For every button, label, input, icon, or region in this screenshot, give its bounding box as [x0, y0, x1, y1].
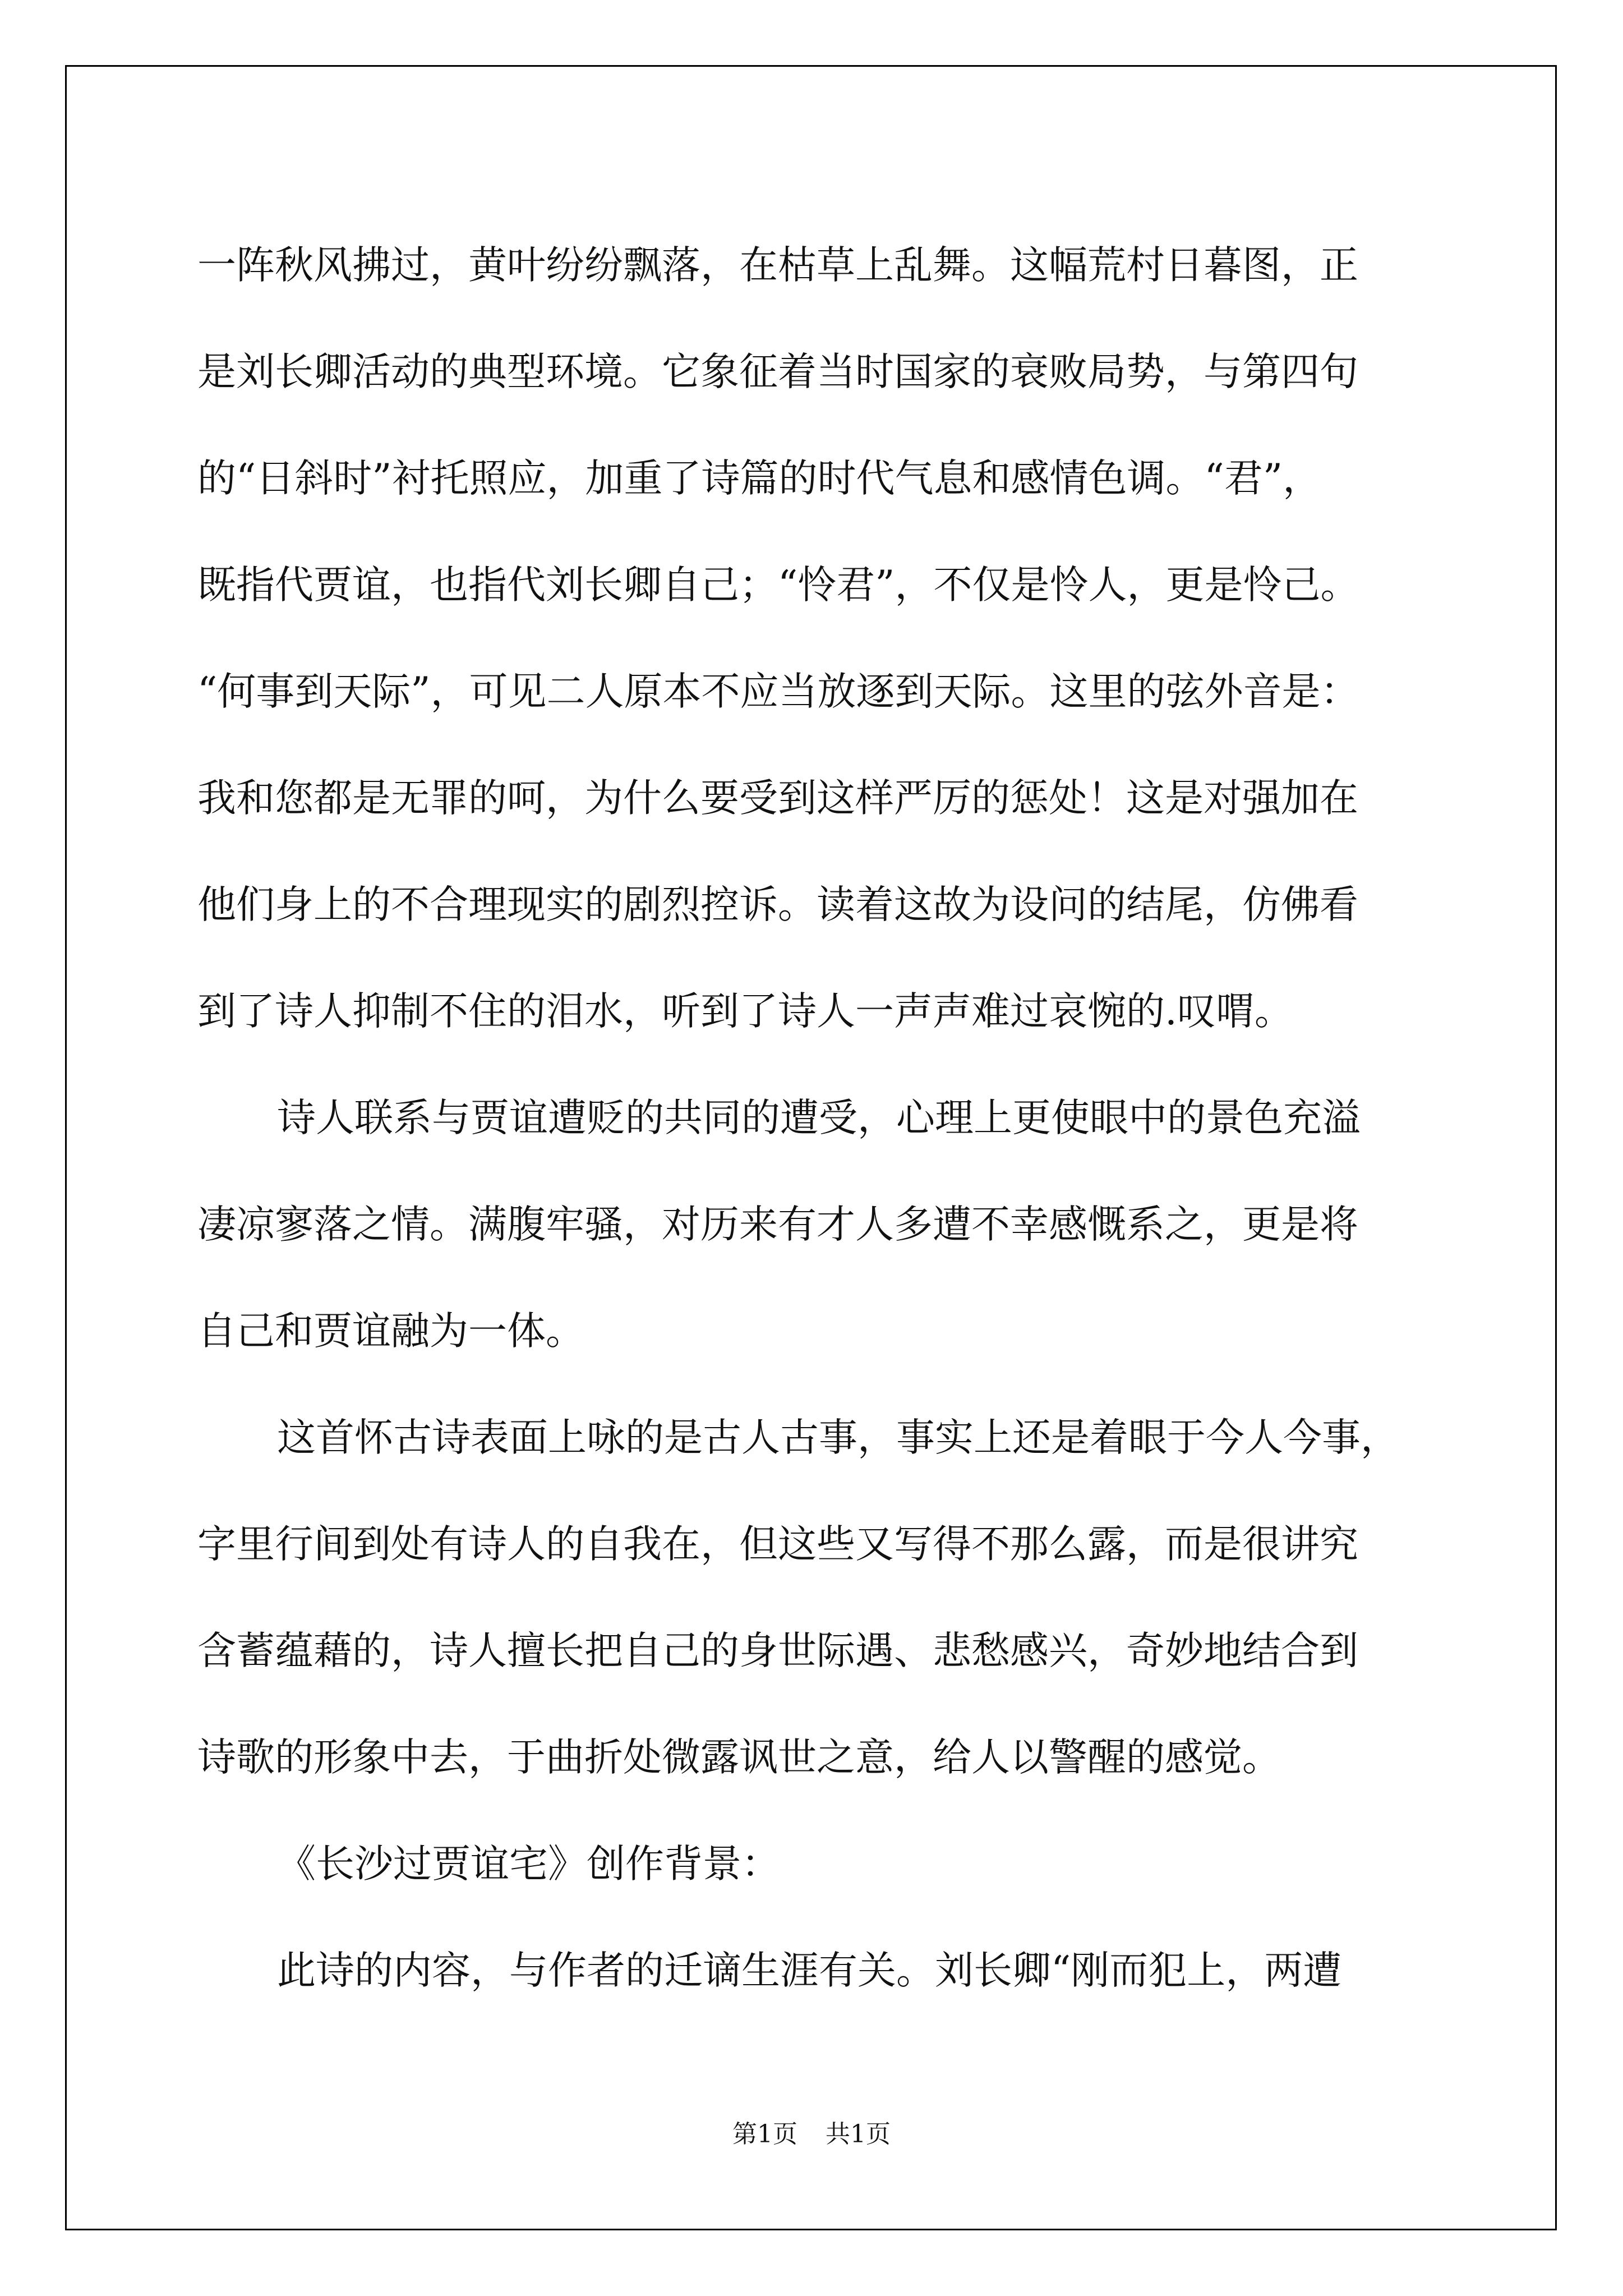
text-line: 的“日斜时”衬托照应，加重了诗篇的时代气息和感情色调。“君”，	[197, 456, 1322, 501]
text-line: 诗歌的形象中去，于曲折处微露讽世之意，给人以警醒的感觉。	[197, 1735, 1281, 1780]
text-line: 字里行间到处有诗人的自我在，但这些又写得不那么露，而是很讲究	[197, 1522, 1358, 1567]
page-footer	[0, 2114, 1623, 2150]
text-line: 我和您都是无罪的呵，为什么要受到这样严厉的惩处！这是对强加在	[197, 776, 1358, 821]
text-line: 是刘长卿活动的典型环境。它象征着当时国家的衰败局势，与第四句	[197, 349, 1358, 394]
section-heading: 《长沙过贾谊宅》创作背景：	[277, 1842, 780, 1887]
text-line: 一阵秋风拂过，黄叶纷纷飘落，在枯草上乱舞。这幅荒村日暮图，正	[197, 243, 1358, 288]
document-body	[197, 212, 1431, 2024]
paragraph-start-line: 这首怀古诗表面上咏的是古人古事，事实上还是着眼于今人今事，	[277, 1415, 1399, 1460]
text-line: 到了诗人抑制不住的泪水，听到了诗人一声声难过哀惋的.叹喟。	[197, 989, 1293, 1034]
text-line: “何事到天际”，可见二人原本不应当放逐到天际。这里的弦外音是：	[197, 669, 1359, 714]
text-line: 他们身上的不合理现实的剧烈控诉。读着这故为设问的结尾，仿佛看	[197, 882, 1358, 927]
paragraph-start-line: 此诗的内容，与作者的迁谪生涯有关。刘长卿“刚而犯上，两遭	[277, 1948, 1342, 1993]
text-line: 含蓄蕴藉的，诗人擅长把自己的身世际遇、悲愁感兴，奇妙地结合到	[197, 1628, 1358, 1673]
text-line: 自己和贾谊融为一体。	[197, 1309, 584, 1354]
text-line: 既指代贾谊，也指代刘长卿自己；“怜君”，不仅是怜人，更是怜己。	[197, 563, 1359, 608]
page-number: 第1页	[732, 2120, 797, 2148]
text-line: 凄凉寥落之情。满腹牢骚，对历来有才人多遭不幸感慨系之，更是将	[197, 1202, 1358, 1247]
paragraph-start-line: 诗人联系与贾谊遭贬的共同的遭受，心理上更使眼中的景色充溢	[277, 1096, 1361, 1140]
page-total: 共1页	[826, 2120, 891, 2148]
